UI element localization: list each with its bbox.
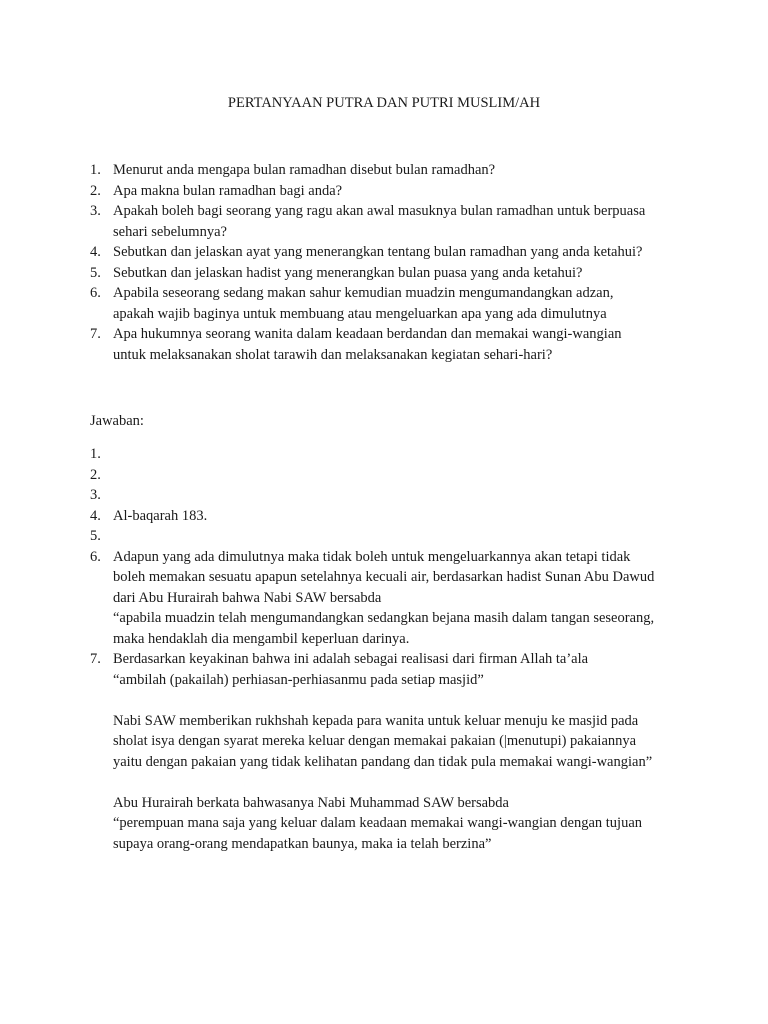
question-text: Apa makna bulan ramadhan bagi anda?	[113, 182, 343, 199]
question-number: 5.	[90, 264, 101, 281]
question-number: 1.	[90, 162, 101, 178]
question-item	[90, 242, 690, 263]
answer-number: 4.	[90, 507, 101, 524]
answer-item	[90, 649, 690, 854]
hadith-quote: “apabila muadzin telah mengumandangkan sedangkan bejana masih dalam tangan seseorang,	[113, 610, 655, 626]
answer-number: 7.	[90, 651, 101, 667]
question-item	[90, 160, 690, 181]
hadith-quote: maka hendaklah dia mengambil keperluan darinya.	[113, 630, 410, 647]
answer-text: sholat isya dengan syarat mereka keluar dengan memakai pakaian (|menutupi) pakaiannya	[113, 733, 637, 749]
answer-number: 6.	[90, 548, 101, 565]
question-text: Apabila seseorang sedang makan sahur kemudian muadzin mengumandangkan adzan,	[113, 285, 614, 301]
answer-empty	[113, 485, 690, 506]
answer-text: Berdasarkan keyakinan bahwa ini adalah sebagai realisasi dari firman Allah ta’ala	[113, 651, 589, 667]
answer-text: Abu Hurairah berkata bahwasanya Nabi Muhammad SAW bersabda	[113, 794, 509, 811]
question-text: sehari sebelumnya?	[113, 223, 227, 240]
hadith-quote: supaya orang-orang mendapatkan baunya, maka ia telah berzina”	[113, 835, 492, 852]
question-text: Sebutkan dan jelaskan hadist yang menerangkan bulan puasa yang anda ketahui?	[113, 264, 583, 281]
document-title: PERTANYAAN PUTRA DAN PUTRI MUSLIM/AH	[227, 95, 541, 111]
answer-item	[90, 465, 690, 486]
answer-paragraph	[113, 793, 690, 855]
question-number: 7.	[90, 326, 101, 342]
question-list	[90, 160, 690, 365]
question-item	[90, 263, 690, 284]
question-text: Menurut anda mengapa bulan ramadhan disebut bulan ramadhan?	[113, 162, 496, 178]
question-number: 3.	[90, 203, 101, 219]
answer-empty	[113, 526, 690, 547]
answer-text: boleh memakan sesuatu apapun setelahnya kecuali air, berdasarkan hadist Sunan Abu Dawud	[113, 569, 655, 585]
answer-item	[90, 547, 690, 650]
answer-empty	[113, 444, 690, 465]
answer-number: 1.	[90, 446, 101, 462]
answer-text: Adapun yang ada dimulutnya maka tidak boleh untuk mengeluarkannya akan tetapi tidak	[113, 548, 631, 565]
question-item	[90, 181, 690, 202]
answer-number: 2.	[90, 466, 101, 483]
answer-text: dari Abu Hurairah bahwa Nabi SAW bersabda	[113, 589, 382, 606]
question-text: untuk melaksanakan sholat tarawih dan melaksanakan kegiatan sehari-hari?	[113, 346, 553, 363]
answer-item	[90, 526, 690, 547]
question-text: Apa hukumnya seorang wanita dalam keadaan berdandan dan memakai wangi-wangian	[113, 326, 622, 342]
question-item	[90, 324, 690, 365]
answer-item	[90, 506, 690, 527]
answers-label: Jawaban:	[90, 413, 144, 429]
question-number: 4.	[90, 244, 101, 260]
answer-number: 5.	[90, 528, 101, 544]
answer-text: yaitu dengan pakaian yang tidak kelihatan pandang dan tidak pula memakai wangi-wangian”	[113, 753, 653, 770]
question-item	[90, 201, 690, 242]
hadith-quote: “perempuan mana saja yang keluar dalam keadaan memakai wangi-wangian dengan tujuan	[113, 815, 643, 831]
question-text: Apakah boleh bagi seorang yang ragu akan awal masuknya bulan ramadhan untuk berpuasa	[113, 203, 646, 219]
answer-list	[90, 444, 690, 854]
answer-item	[90, 485, 690, 506]
answer-empty	[113, 465, 690, 486]
question-number: 6.	[90, 285, 101, 301]
answer-item	[90, 444, 690, 465]
quran-quote: “ambilah (pakailah) perhiasan-perhiasanmu pada setiap masjid”	[113, 671, 484, 688]
answer-number: 3.	[90, 487, 101, 503]
answer-text: Nabi SAW memberikan rukhshah kepada para wanita untuk keluar menuju ke masjid pada	[113, 712, 639, 729]
answer-text: Al-baqarah 183.	[113, 507, 208, 524]
question-text: apakah wajib baginya untuk membuang atau mengeluarkan apa yang ada dimulutnya	[113, 305, 607, 322]
question-item	[90, 283, 690, 324]
question-text: Sebutkan dan jelaskan ayat yang menerangkan tentang bulan ramadhan yang anda ketahui?	[113, 244, 643, 260]
question-number: 2.	[90, 182, 101, 199]
answer-paragraph	[113, 711, 690, 773]
